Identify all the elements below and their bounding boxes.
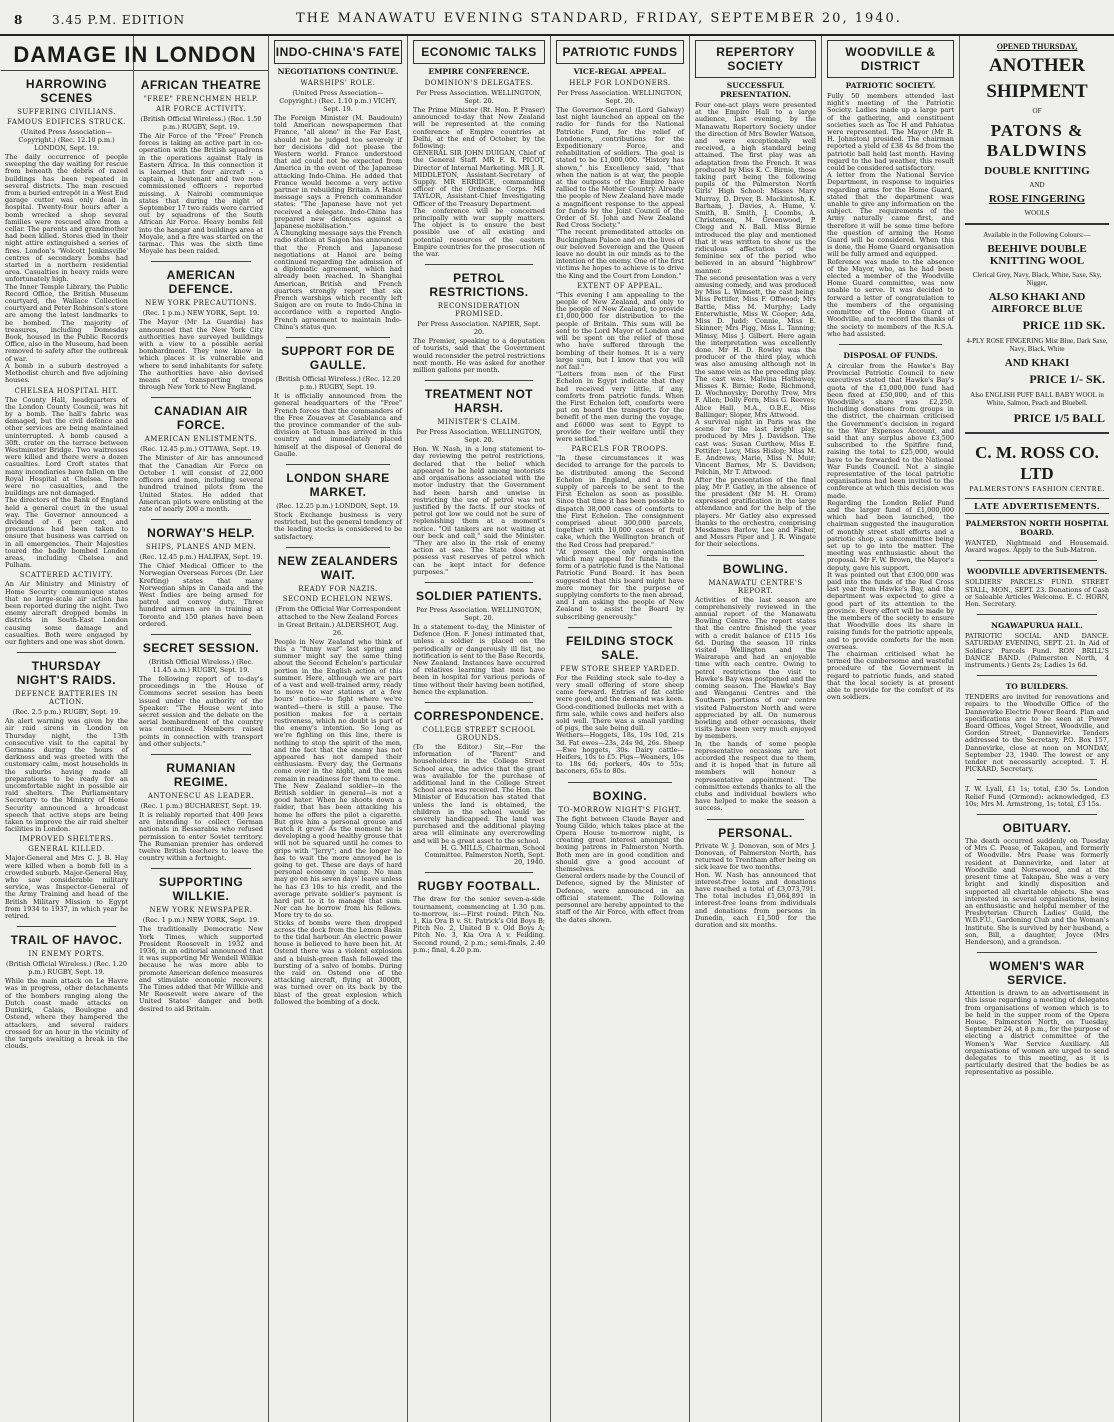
headline: TREATMENT NOT HARSH. (424, 387, 534, 416)
article-text: The Premier, speaking to a deputation of tourists, said that the Government would reconsider the petrol restrictions next month. He was asked for another million gallons per month. (413, 337, 545, 375)
headline-box (695, 40, 816, 78)
dateline: (British Official Wireless.) (Rec. 12.20 p.m.) RUGBY, Sept. 19. (275, 375, 401, 392)
divider (286, 337, 390, 338)
headline: RUMANIAN REGIME. (166, 760, 236, 789)
ad-price: PRICE 1/5 BALL (1013, 411, 1105, 425)
article-text: After the presentation of the final play, Mr P. Gatley, in the absence of the president (Mr M. H. Oram) expressed gratification in the large attendance and for the help of the players. Mr Gatley also expressed thanks to the orchestra, comprising Mesdames Barlow, Lee and Fisher, and Messrs Piper and J. R. Wingate for their selections. (695, 475, 816, 549)
subheading: SCATTERED ACTIVITY. (19, 571, 114, 580)
dateline: Per Press Association. WELLINGTON, Sept. 20. (557, 89, 683, 105)
subheading: DEFENCE BATTERIES IN ACTION. (15, 690, 118, 707)
dateline: (British Official Wireless.) (Rec. 1.20 p.m.) RUGBY, Sept. 19. (6, 960, 127, 977)
article-text: "Letters from men of the First Echelon in Egypt indicate that they had received very little, if any, comforts from patriotic funds. When the First Echelon left, comforts were put on board the transports for the benefit of the men during the voyage, and £6000 was sent to Egypt to provide for their welfare until they were settled." (556, 370, 684, 443)
headline: INDO-CHINA'S FATE (275, 45, 401, 59)
subheading: NEGOTIATIONS CONTINUE. (277, 67, 399, 76)
article-text: The Minister of Air has announced that the Canadian Air Force on October 1 will consist of 22,000 officers and men, including several hundred trained pilots from the United States. He added that American pilots were enlisting at the rate of nearly 200 a month. (139, 454, 263, 513)
article-text: Attention is drawn to an advertisement in this issue regarding a meeting of delegates from organisations of women which is to be held in the supper room of the Opera House, Palmerston North, on Tuesday, September 24, at 8 p.m., for the purpose of electing a district committee of the Women's War Service Auxiliary. All organisations of women are urged to send delegates to this meeting, as it is particularly desired that the bodies be as representative as possible. (965, 989, 1109, 1077)
subheading: SUCCESSFUL PRESENTATION. (720, 81, 791, 99)
article-text: Private W. J. Donovan, son of Mrs J. Donovan, of Palmerston North, has returned to Trentham after being on sick leave for two months. (695, 841, 816, 872)
headline: NEW ZEALANDERS WAIT. (277, 553, 399, 582)
article-text: The County Hall, headquarters of the London County Council, was hit by a bomb. The hall's fabric was damaged, but the civil defence and other services are being maintained uninterrupted. A bomb caused a 30ft. crater on the terrace between Westminster Bridge. Two waitresses were killed and there were a dozen casualties. Lord Croft states that many incendiaries have fallen on the Royal Hospital at Chelsea. There were no casualties, and the buildings are not damaged. (5, 395, 128, 498)
headline: SOLDIER PATIENTS. (415, 588, 543, 603)
ad-text: AND (1029, 181, 1045, 189)
headline: THURSDAY NIGHT'S RAIDS. (16, 659, 117, 688)
divider (568, 627, 672, 628)
article-text: The Prime Minister (Rt. Hon. P. Fraser) announced to-day that New Zealand will be represented at the coming conference of Empire countries at Delhi, at the end of October, by the following: (413, 106, 545, 151)
headline: BOXING. (592, 788, 648, 803)
column-4 (408, 36, 551, 1422)
ad-product: AND KHAKI (1004, 357, 1070, 369)
article-text: Fully 50 members attended last night's meeting of the Patriotic Society. Ladies made up a large part of the gathering, and constituent societies such as Toc H and Pahiatua were represented. The Mayor (Mr R. H. Johnston) presided. The chairman reported a yield of £38 4s 8d from the patriotic ball held last month. Having regard to the bad weather, this result could be considered satisfactory. (827, 92, 954, 173)
article-text: A bomb in a suburb destroyed a Methodist church and five adjoining houses. (5, 361, 128, 385)
newspaper-title: THE MANAWATU EVENING STANDARD, FRIDAY, SEPTEMBER 20, 1940. (296, 11, 902, 26)
subheading: DOMINION'S DELEGATES. (424, 79, 534, 87)
subheading: AIR FORCE ACTIVITY. (156, 105, 246, 113)
headline-box (413, 40, 545, 64)
ad-text: PATRIOTIC SOCIAL AND DANCE. SATURDAY EVENING, SEPT. 21. In Aid of Soldiers' Parcels Fund. RON BRILL'S DANCE BAND. (Palmerston North, 4 instruments.) Gents 2s; Ladies 1s 6d. (965, 632, 1109, 670)
columns (0, 36, 1114, 1422)
subheading: RECONSIDERATION PROMISED. (437, 302, 521, 319)
patons-advertisement (965, 42, 1109, 493)
ad-headline: SHIPMENT (986, 81, 1088, 102)
subheading: TO-MORROW NIGHT'S FIGHT. (558, 805, 682, 814)
article-text: The conference will be concerned principally with war supply matters. The object is to ensure the best possible use of all existing and potential resources of the eastern Empire countries for the prosecution of the war. (413, 206, 545, 259)
article-text: The death occurred suddenly on Tuesday of Mrs C. Pease, of Takapau, and formerly of Woodville. Mrs Pease was formerly resident at Dannevirke, and later at Woodville and Norsewood, and at the present time at Takapau. She was a very bright and kindly disposition and supported all charitable objects. She was interested in several organisations, being an enthusiastic and helpful member of the Presbyterian Church Ladies' Guild, the W.D.F.U., Gardening Club and the Woman's Institute. She is survived by her husband, a son, Bill, a daughter, Joyce (Mrs Henderson), and a grandson. (965, 837, 1109, 946)
subheading: AMERICAN ENLISTMENTS. (144, 435, 258, 444)
article-text: In the hands of some people representative occasions are not accorded the respect due to them, and it is hoped that in future all members will honour a representative appointment. The committee extends thanks to all the clubs and individual bowlers who have helped to make the season a success. (695, 739, 816, 813)
subheading: COLLEGE STREET SCHOOL GROUNDS. (422, 725, 536, 742)
subheading: FAMOUS EDIFICES STRUCK. (7, 118, 126, 126)
subheading: WARSHIPS' ROLE. (300, 79, 376, 87)
dateline: (United Press Association—Copyright.) (Rec. 12.10 p.m.) LONDON, Sept. 19. (18, 128, 115, 152)
article-text: The traditionally Democratic New York Times, which supported President Roosevelt in 1932 and 1936, in an editorial announced that it was supporting Mr Wendell Willkie because he was more able to promote American defence measures and stimulate economic recovery. The Times added that Mr Willkie and Mr Roosevelt were aware of the United States' danger and both desired to aid Britain. (139, 925, 263, 1013)
ad-price: PRICE 1/- SK. (1029, 372, 1105, 386)
article-text: The Chief Medical Officer to the Norwegian Overseas Forces (Dr. Lier Krefting) states that many Norwegian ships in Canada and the West Indies are being armed for patrol and convoy duty. Three hundred airmen are in training at Toronto and 150 planes have been ordered. (139, 562, 263, 628)
dateline: Per Press Association. NAPIER, Sept. 20. (417, 320, 541, 337)
headline: RUGBY FOOTBALL. (417, 879, 541, 894)
dateline: (British Official Wireless.) (Rec. 11.45 a.m.) RUGBY, Sept. 19. (148, 657, 254, 674)
column-6 (690, 36, 822, 1422)
headline: HARROWING SCENES (25, 77, 108, 105)
subheading: EMPIRE CONFERENCE. (428, 67, 530, 76)
headline: OBITUARY. (1002, 821, 1072, 836)
article-text: The fight between Claude Bayer and Young Gildo, which takes place at the Opera House to-morrow night, is creating great interest amongst the boxing patrons in Palmerston North. Both men are in good condition and should give a good account of themselves. (556, 814, 684, 874)
column-8-ads (960, 36, 1114, 1422)
article-text: (To the Editor.) Sir,—For the information of "Parent" and householders in the College Street School area, the advice that the grant was available for the purchase of additional land in the College Street School area was received. The Hon. the Minister of Education has stated that unless the land is obtained, the children in the school would be severely handicapped. The land was purchased and the additional playing area will eliminate any overcrowding and will be a great asset to the school. (413, 742, 545, 845)
divider (151, 634, 251, 635)
dateline: (Rec. 1 p.m.) BUCHAREST, Sept. 19. (140, 801, 262, 810)
article-text: A circular from the Hawke's Bay Provincial Patriotic Council to new executives stated that Hawke's Bay's quota of the £1,000,000 fund had been fixed at £50,000, and of this Woodville's share was £2,250. Including donations from groups in the district, the chairman criticised the Government's decision in regard to the War Expenses Account, and said that any surplus above £3,500 subscribed to the Spitfire fund, raising the total to £25,000, would have to be forwarded to the National War Funds Council. Not a single representative of the local patriotic organisations had been invited to the conference at which this decision was made. (827, 361, 954, 500)
article-text: The Mayor (Mr La Guardia) has announced that the New York City authorities have surveyed buildings with a view to a possible aerial bombardment. They now know in which places it is vulnerable and where to send inhabitants for safety. The authorities have also devised means of transporting troops through New York to New England. (139, 318, 263, 392)
dateline: Per Press Association. WELLINGTON, Sept. 20. (416, 89, 542, 105)
divider (707, 555, 804, 556)
divider (568, 782, 672, 783)
article-text: For the Feilding stock sale to-day a very small offering of store sheep came forward. Entries of fat cattle were good, and the demand was keen. Good-conditioned bullocks met with a firm sale, while cows and heifers also sold well. There was a small yarding of pigs, the sale being dull. (556, 673, 684, 733)
subheading: PATRIOTIC SOCIETY. (845, 81, 936, 90)
headline: BOWLING. (722, 561, 789, 576)
headline: AFRICAN THEATRE (140, 78, 262, 92)
article-text: Four one-act plays were presented at the Empire Hall to a large audience, last evening, by the Manawatu Repertory Society under the direction of Mrs Bowler Watson, and were exceptionally well received, a high standard being attained. The first play was an adaptation from the French. It was produced by Miss K. C. Birnie, those taking part being the following pupils of the Palmerston North Girls' High School: Misses Mary Murray, D. Dryer, B. Mackintosh, K. Barham, J. Davies, A. Hume, V. Smith, B. Smith, J. Coombs, A. Christensen, M. Greenwood, P. Clegg and N. Ball. Miss Birnie introduced the play and mentioned that it was written to show us the ridiculous affectation of the feminine sex of the period who believed in an absurd "highbrow" manner. (695, 101, 816, 275)
headline: PERSONAL. (718, 825, 793, 840)
dateline: Per Press Association. WELLINGTON, Sept. 20. (416, 428, 542, 445)
ad-text: SOLDIERS' PARCELS' FUND. STREET STALL, MON., SEPT. 23. Donations of Cash or Saleable Articles Welcome. E. C. HORN, Hon. Secretary. (965, 578, 1109, 609)
article-text: "This evening I am appealing to the people of New Zealand, and only to the people of New Zealand, to provide £1,000,000 for distribution to the people of Britain. This sum will be sent to the Lord Mayor of London and will be spent on the relief of those who have suffered through the bombing of their homes. It is a very large sum, but I know that you will not fail." (556, 290, 684, 371)
subheading: ANTONESCU AS LEADER. (147, 791, 255, 800)
article-text: It is officially announced from the general headquarters of the "Free" French forces that the commanders of the Free Zouaves at Casablanca and the province commander of the sub-division at Tetuan has arrived in this country and immediately placed himself at the disposal of General de Gaulle. (274, 392, 402, 458)
article-text: "At present the only organisation which may appeal for funds in the form of a patriotic fund is the National Patriotic Fund Board. It has been suggested that this board might have more money for the purpose of supplying comforts to the men abroad, and I am asking the people of New Zealand to assist the Board by subscribing generously." (556, 547, 684, 621)
headline: REPERTORY SOCIETY (716, 45, 795, 73)
dateline: (Rec. 2.5 p.m.) RUGBY, Sept. 19. (12, 708, 121, 717)
ad-text: Also ENGLISH PUFF BALL BABY WOOL in White, Salmon, Peach and Bluebell. (970, 391, 1104, 407)
dateline: (Rec. 1 p.m.) NEW YORK, Sept. 19. (142, 309, 260, 318)
subheading: NEW YORK PRECAUTIONS. (145, 299, 257, 308)
ad-price: PRICE 11D SK. (1022, 318, 1105, 332)
banner-spacer (139, 36, 263, 72)
column-3 (269, 36, 408, 1422)
dateline: (United Press Association—Copyright.) (Rec. 1.10 p.m.) VICHY, Sept. 19. (279, 89, 397, 113)
late-ads-title: LATE ADVERTISEMENTS. (965, 498, 1109, 514)
article-text: The New Zealand soldier—in the British soldier in general—is not a good hater. When he shoots down a raider, that has been attacking his home he offers the pilot a cigarette. But give him a personal grouse and watch it grow! As the moment he is developing a good healthy grouse that will not be squared until he comes to grips with "Jerry"; and the longer he has to wait the more annoyed he is going to get. These are days of hard personal economy in camp. No man may go on his seven days' leave unless he has £3 10s to his credit, and the average private soldier's payment is hard put to it to manage that sum. Nor can he borrow from his fellows. More try to do so. (274, 781, 402, 920)
masthead (0, 0, 1114, 36)
article-text: The daily occurrence of people sweeping the day waiting for rescue from beneath the debris of razed buildings has been repeated in several districts. The man rescued from a buried entrepôt in a West End garage cutter was only dead in hospital. Twenty-four hours after a bomb wrecked a shop several families were rescued alive from a cellar. The parents and grandmother had been killed. Stores died in their night attire extinguished a series of fires. London's 'Wolcott Jenkinsville' centres of secondary bombs had started in a northern residential area. Casualties in heavy raids were unfortunately high. (5, 153, 128, 284)
page-number: 8 (14, 13, 23, 27)
divider (965, 223, 1109, 225)
headline: WOODVILLE & DISTRICT (845, 45, 936, 73)
ross-co-name: C. M. ROSS CO. LTD (975, 443, 1099, 483)
article-text: A Chungking message says the French radio station at Saigon has announced that the French and Japanese negotiations at Hanoi are being continued regarding the admission of a diplomatic agreement, which had already been reached. In Shanghai American, British and French quarters strongly report that six French warships which recently left Saigon are on route to Indo-China in accordance with a reported Anglo-French agreement to maintain Indo-China's status quo. (274, 229, 402, 331)
ad-heading: WOODVILLE ADVERTISEMENTS. (966, 567, 1108, 577)
article-text: Sticks of bombs were then dropped across the dock from the Lemon Basin to the tidal harbour. An electric power house is believed to have been hit. At Ostend there was a violent explosion and a bluish-green flash followed the bursting of a salvo of bombs. During the raid on Ostend one of the attacking aircraft, flying at 3000ft, was turned over on its back by the blast of the great explosion which followed the bombing of a dock. (274, 918, 402, 1006)
ad-heading: PALMERSTON NORTH HOSPITAL BOARD. (965, 519, 1109, 537)
headline: NORWAY'S HELP. (147, 526, 255, 541)
article-text: In a statement to-day, the Minister of Defence (Hon. F. Jones) intimated that, unless a soldier is placed on the periodically or dangerously ill list, no notification is sent to the Base Records, New Zealand. Instances have occurred of relatives learning that men have been in hospital for various periods of time without their having been notified, hence the explanation. (413, 622, 545, 696)
ad-text: 4-PLY ROSE FINGERING Mist Blue, Dark Saxe, Navy, Black, White (966, 337, 1108, 353)
divider (977, 560, 1097, 561)
subheading: FEW STORE SHEEP YARDED. (560, 664, 680, 673)
headline: CANADIAN AIR FORCE. (154, 404, 248, 433)
divider (839, 344, 942, 345)
dateline: (From the Official War Correspondent attached to the New Zealand Forces in Great Britain.) ALDERSHOT, Aug. 26. (275, 604, 401, 637)
divider (151, 519, 251, 520)
ad-text: OF (1032, 107, 1042, 115)
article-text: It was pointed out that £300,000 was paid into the funds of the Red Cross last year from Hawke's Bay, and the department was expected to give a good part of its attention to the province. Every effort will be made by the members of the society to ensure that Woodville does its share in raising funds for the patriotic appeals, and to provide comforts for the men overseas. (827, 570, 954, 651)
subheading: HELP FOR LONDONERS. (569, 79, 671, 87)
headline: PATRIOTIC FUNDS (562, 45, 678, 59)
article-text: "In these circumstances it was decided to arrange for the parcels to be distributed among the Second Echelon in England, and a fresh supply of parcels to be sent to the First Echelon as soon as possible. Since that time it has been possible to dispatch 38,000 cases of comforts to the First Echelon. The consignment comprised about 300,000 parcels, together with 10,000 cases of fruit cake, which the Wellington branch of the Red Cross had prepared." (556, 454, 684, 549)
headline: FEILDING STOCK SALE. (565, 633, 675, 662)
divider (977, 779, 1097, 780)
subheading: SHIPS, PLANES AND MEN. (145, 543, 257, 552)
ad-text: Available in the Following Colours:— (983, 231, 1091, 239)
divider (977, 814, 1097, 815)
ad-text: WOOLS (1024, 209, 1050, 217)
column-7 (822, 36, 960, 1422)
headline: WOMEN'S WAR SERVICE. (989, 959, 1085, 988)
article-text: The following report of to-day's proceedings in the House of Commons secret session has been issued under the authority of the Speaker: "The House went into secret session and the debate on the aerial bombardment of the country was continued. Members raised points in connection with transport and other subjects." (139, 674, 263, 748)
column-5 (551, 36, 690, 1422)
article-text: While the main attack on Le Havre was in progress, other detachments of the bombers ranging along the Dutch coast made attacks on Dunkirk, Calais, Boulogne and Ostend, where they hampered the attackers, and several raiders crossed for an hour in the vicinity of the targets awaiting a break in the clouds. (5, 977, 128, 1051)
edition-label: 3.45 P.M. EDITION (52, 13, 186, 27)
article-text: The second presentation was a very amusing comedy, and was produced by Miss L. Wimsett, the cast being: Miss Pettifer, Miss F. Offwood; Mrs Battle, Miss M. Murphy; Lady Enterwhistle, Miss W. Cooper; Ada, Miss D. Judd; Connie, Miss E. Skinner; Mrs Pigg, Miss L. Tanning; Mimsy, Miss J. Gilbert. Here again the interpretation was excellently done. Mr H. D. Rowley was the producer of the third play, which was also amusing although not in the same vein as the preceding play. The cast was: Malvina Hathaway, Misses K. Birnie; Rede, Richmond, D. Wochnoysky; Dorothy Trew, Mrs F. Allen; Dolly Fern, Miss G. Reeves; Alice Hall, M.A., O.B.E., Miss Ballinger; Sloper, Mrs Attwood. (695, 273, 816, 419)
article-text: GENERAL SIR JOHN DUIGAN, Chief of the General Staff. MR F. R. PICOT, Director of Internal Marketing. MR J. R. MIDDLETON, Assistant-Secretary of Supply. MR ERRIDGE, commanding officer of the Ordnance Corps. MR TAYLOR, Assistant-Chief Investigating Officer of the Treasury Department. (413, 149, 545, 208)
subheading: GENERAL KILLED. (28, 845, 105, 854)
divider (965, 432, 1109, 434)
subheading: READY FOR NAZIS. (298, 584, 378, 593)
subheading: EXTENT OF APPEAL. (577, 281, 663, 290)
subheading: NEW YORK NEWSPAPER. (149, 906, 253, 915)
article-text: Regarding the London Relief Fund and the larger fund of £1,000,000 which had been launched, the chairman suggested the inauguration of monthly street stall efforts and a patriotic shop, a subcommittee being set up to go into the matter. The meeting was enthusiastic about the proposal. Mr F. W. Brown, the Mayor's deputy, gave his support. (827, 498, 954, 572)
divider (151, 397, 251, 398)
banner-headline: DAMAGE IN LONDON (1, 36, 269, 71)
ad-text: Clerical Grey, Navy, Black, White, Saxe, Sky, Nigger, (972, 271, 1102, 287)
ad-product: ALSO KHAKI AND AIRFORCE BLUE (988, 291, 1086, 315)
headline-box (827, 40, 954, 78)
ad-heading: TO BUILDERS. (1005, 682, 1069, 692)
subheading: VICE-REGAL APPEAL. (573, 67, 667, 76)
headline: TRAIL OF HAVOC. (10, 933, 123, 948)
headline: ECONOMIC TALKS (421, 45, 537, 59)
subheading: SECOND ECHELON NEWS. (282, 594, 394, 603)
divider (425, 702, 533, 703)
subheading: MINISTER'S CLAIM. (437, 418, 521, 427)
divider (151, 261, 251, 262)
subheading: "FREE" FRENCHMEN HELP. (143, 95, 259, 103)
ad-opened: OPENED THURSDAY, (996, 42, 1078, 51)
headline-box (274, 40, 402, 64)
divider (707, 819, 804, 820)
subheading: IN ENEMY PORTS. (28, 950, 105, 959)
divider (17, 926, 116, 927)
subheading: IMPROVED SHELTERS. (19, 835, 114, 844)
divider (425, 380, 533, 381)
article-text: An Air Ministry and Ministry of Home Security communique states that no large-scale air action has been reported during the night. Two enemy aircraft dropped bombs in districts in South-East London causing some damage and casualties. Both were engaged by our fighters and one was shot down. (5, 580, 128, 646)
article-text: Hon. W. Nash, in a long statement to-day reviewing the petrol restrictions, declared that the belief which appeared to be held among motorists and organisations associated with the motor industry that the Government had been harsh and unwise in restricting the use of petrol was not justified by the facts. If our stocks of petrol got low we could not be sure of replenishing them at a moment's notice. "Oil tankers are not waiting at our beck and call," said the Minister. "They are also in the risk of enemy action at sea. The State does not possess vast reserves of petrol which can be kept intact for defence purposes." (413, 445, 545, 576)
subheading: SUFFERING CIVILIANS. (17, 108, 116, 116)
headline: AMERICAN DEFENCE. (166, 268, 236, 297)
divider (151, 868, 251, 869)
article-text: Stock Exchange business is very restricted, but the general tendency of the leading stocks is considered to be satisfactory. (274, 510, 402, 541)
divider (151, 754, 251, 755)
article-text: A survival night in Paris was the scene for the last bright play, produced by Mrs J. Davidson. The cast was: Susan Curthew, Miss E. Pettifer; Lucy, Miss Hislop; Miss M. E. Andrews; Marie, Miss N. Muir; Vincent Barnes, Mr S. Davidson; Pelchin, Mr T. Attwood. (695, 417, 816, 477)
article-text: A letter from the National Service Department, in response to inquiries regarding arms for the Home Guard, stated that the department was unable to give any information on the subject. The requirements of the Army naturally came first, and therefore it will be some time before the question of arming the Home Guard will be considered. When this is done, the Home Guard organisation will be fully armed and equipped. (827, 171, 954, 259)
headline: SECRET SESSION. (142, 640, 260, 655)
dateline: (Rec. 12.45 p.m.) OTTAWA, Sept. 19. (140, 445, 262, 454)
divider (977, 614, 1097, 615)
article-text: "The recent premeditated attacks on Buckingham Palace and on the lives of our beloved Sovereign and the Queen leave no doubt in our minds as to the intention of the enemy. One of the first victims he hopes to achieve is to drive the King and the Court from London." (556, 228, 684, 280)
article-text: Wethers—Hoggets, 18s, 19s 10d, 21s 3d. Fat ewes—23s, 24s 9d, 26s. Sheep—Ewe hoggets, 30s. Dairy cattle—Heifers, 10s to £5. Pigs—Weaners, 10s to 18s 6d; porkers, 40s to 55s; baconers, 65s to 80s. (556, 731, 684, 776)
ad-product: BEEHIVE DOUBLE KNITTING WOOL (987, 243, 1087, 267)
dateline: (British Official Wireless.) (Rec. 1.50 p.m.) RUGBY, Sept. 19. (140, 115, 262, 131)
headline: LONDON SHARE MARKET. (286, 470, 390, 499)
ad-headline: ANOTHER (988, 55, 1086, 76)
divider (17, 652, 116, 653)
headline: PETROL RESTRICTIONS. (429, 271, 529, 300)
divider (977, 675, 1097, 676)
ross-co-tagline: PALMERSTON'S FASHION CENTRE. (969, 484, 1105, 493)
divider (425, 264, 533, 265)
ad-product: DOUBLE KNITTING (984, 165, 1090, 177)
divider (977, 952, 1097, 953)
divider (286, 464, 390, 465)
article-text: People in New Zealand who think of this a "funny war" last spring and summer might say the same thing about the Second Echelon's particular portion in the English action of this summer. Here, although we are part of a vast and well-trained army, ready to move to war stations at a few hours' notice—to fight where we're wanted—there is still a pause. The position makes for a certain restiveness, which no doubt is part of the enemy's intention. So long as we're fighting on this line, there is nothing to stop the spirit of the men, and the fact that the enemy has not appeared has not damped their enthusiasm. Every day, the Germans come over in the night, and the men remain in readiness for them to come. (274, 637, 402, 783)
article-text: It is reliably reported that 400 Jews are intending to collect German nationals in Bessarabia who refused permission to enter Soviet territory. The Rumanian premier has ordered twelve British teachers to leave the country within a fortnight. (139, 810, 263, 863)
article-text: Hon. W. Nash has announced that interest-free loans and donations have reached a total of £3,073,791. The total includes £1,064,891 in interest-free loans from individuals and donations from persons in Dunedin, each £1,500 for the duration and six months. (695, 870, 816, 929)
headline: SUPPORT FOR DE GAULLE. (281, 344, 395, 373)
ad-text: T. W. Lyall, £1 1s; total, £30 5s. London Relief Fund (Ormond): acknowledged, £3 10s; Mrs M. Armstrong, 1s; total, £3 15s. (965, 785, 1109, 808)
dateline: (Rec. 1 p.m.) NEW YORK, Sept. 19. (142, 916, 260, 925)
headline: SUPPORTING WILLKIE. (158, 875, 244, 904)
column-2 (134, 36, 269, 1422)
article-text: Reference was made to the absence of the Mayor, who, as he had been elected a member of the Woodville Home Guard committee, was now unable to serve. It was decided to forward a letter of congratulation to the members of the organising committee of the Home Guard at Woodville, and to record the thanks of the society to members of the R.S.A. who had assisted. (827, 257, 954, 338)
article-text: The Inner Temple Library, the Public Record Office, the British Museum courtyard, the Wallace Collection courtyard and Peter Robinson's store are among the latest landmarks to be bombed. The majority of treasures, including Domesday Book, housed in the Public Records Office, also in the Museum, had been removed to safety after the outbreak of war. (5, 282, 128, 363)
ad-text: WANTED, Nightmaid and Housemaid. Award wages. Apply to the Sub-Matron. (965, 539, 1109, 555)
ad-brand: PATONS & BALDWINS (986, 121, 1088, 160)
headline-box (556, 40, 684, 64)
article-text: The chairman criticised what he termed the cumbersome and wasteful procedure of the Government in regard to patriotic funds, and stated that the local society is at present able to provide for the comfort of its own soldiers. (827, 650, 954, 702)
article-text: Activities of the last season are comprehensively reviewed in the annual report of the Manawatu Bowling Centre. The report states that the centre finished the year with a credit balance of £115 16s 6d. During the season 10 rinks visited Wellington and the Wairarapa and had an enjoyable time with each centre. Owing to petrol restrictions the visit to Hawke's Bay was postponed and the coming season. The Hawke's Bay and Wanganui Centres and the Southern portions of our centre visited Palmerston North and were appreciated by all. On numerous bowling and other occasions, their visits have been very much enjoyed by members. (695, 595, 816, 741)
divider (286, 547, 390, 548)
article-text: The Foreign Minister (M. Baudouin) told American newspapermen that France, "all alone" in the Far East, should not be judged too severely if her decisions did not please the Western world. France understood that aid could not be expected from America in the event of the Japanese attacking Indo-China. He added that France would become a very active partner in rebuilding Britain. A Hanoi message says a French commander states: "The Japanese have not yet received a delegate. Indo-China has prepared new defences against a Japanese mobilisation." (274, 114, 402, 231)
dateline: (Rec. 12.45 p.m.) HALIFAX, Sept. 19. (139, 553, 263, 562)
divider (425, 582, 533, 583)
subheading: DISPOSAL OF FUNDS. (843, 350, 938, 360)
article-text: Major-General and Mrs C. J. B. Hay were killed when a bomb fell in a crowded suburb. Major-General Hay, who saw considerable military service, was Inspector-General of the Army Training and head of the British Military Mission to Egypt from 1934 to 1937, in which year he retired. (5, 854, 128, 921)
headline: CORRESPONDENCE. (413, 708, 545, 723)
ad-heading: NGAWAPURUA HALL. (991, 621, 1083, 631)
ad-text: TENDERS are invited for renovations and repairs to the Woodville Office of the Dannevirke Electric Power Board. Plan and specifications are to be seen at Power Board Offices, Vogel Street, Woodville, and Gordon Street, Dannevirke. Tenders addressed to the Secretary, P.O. Box 157, Dannevirke, close at noon on MONDAY, September 23, 1940. The lowest or any tender not necessarily accepted. T. H. PICKARD, Secretary. (965, 693, 1109, 774)
subheading: MANAWATU CENTRE'S REPORT. (708, 578, 803, 595)
dateline: Per Press Association. WELLINGTON, Sept. 20. (416, 605, 542, 622)
article-text: The Governor-General (Lord Galway) last night launched an appeal on the radio for funds for the National Patriotic Fund, for the relief of Londoners, contributions for the Expeditionary Force, and rehabilitation of soldiers. The goal is stated to be £1,000,000. "History has shown," his Excellency said, "that when the nation is at war, the people at the outposts of the Empire have rallied to the Mother Country. Already the people of New Zealand have made a magnificent response to the appeal for funds by the Joint Council of the Order of St. John and New Zealand Red Cross Society." (556, 106, 684, 230)
letter-signature: H. G. MILLS, Chairman, School Committee. Palmerston North, Sept. 20, 1940. (424, 843, 545, 867)
dateline: (Rec. 12.25 p.m.) LONDON, Sept. 19. (276, 501, 400, 510)
article-text: The Air Force of the "Free" French forces is taking an active part in co-operation with the British squadrons in the operations against Italy in Eastern Africa. In this connection it is learned that four aircraft - a captain, a lieutenant and two non-commissioned officers - reported missing. A Nairobi communique states that during the night of September 17 two raids were carried out by squadrons of the South African Air Force. Heavy bombs fell into the hangar and buildings area at Moyale, and a fire was started on the tarmac. This was the sixth time Moyale has been raided. (139, 132, 263, 256)
article-text: General orders made by the Council of Defence, signed by the Minister of Defence, were announced in an official statement. The following personnel are hereby appointed to the staff of the Air Force, with effect from the dates shown. (556, 872, 684, 924)
divider (425, 872, 533, 873)
ad-product: ROSE FINGERING (988, 193, 1086, 205)
article-text: The draw for the senior seven-a-side tournament, commencing at 1.30 p.m. to-morrow, is:—First round: Pitch No. 1, Kia Ora B v. St. Patrick's Old Boys B; Pitch No. 2, United B v. Old Boys A; Pitch No. 3, Kia Ora A v. Feilding. Second round, 2 p.m.; semi-finals, 2.40 p.m.; final, 4.20 p.m. (413, 895, 545, 954)
article-text: An alert warning was given by the air raid sirens in London on Thursday night, the 13th consecutive visit to the capital by Germans during the hours of darkness and was greeted with the customary calm, most households in the suburbs having made all preparations to be ready for an uncomfortable night in possible air raid shelters. The Parliamentary Secretary to the Ministry of Home Security announced a broadcast speech that active steps are being taken to improve the air raid shelter facilities in London. (5, 717, 128, 834)
article-text: The directors of the Bank of England held a general court in the usual way. The Governor announced a dividend of 6 per cent, and precautions had been taken to ensure that business was carried on in all emergencies. Their Majesties toured the badly bombed London areas, including Chelsea and Pulham. (5, 496, 128, 570)
subheading: CHELSEA HOSPITAL HIT. (14, 386, 119, 395)
subheading: PARCELS FOR TROOPS. (571, 445, 669, 454)
